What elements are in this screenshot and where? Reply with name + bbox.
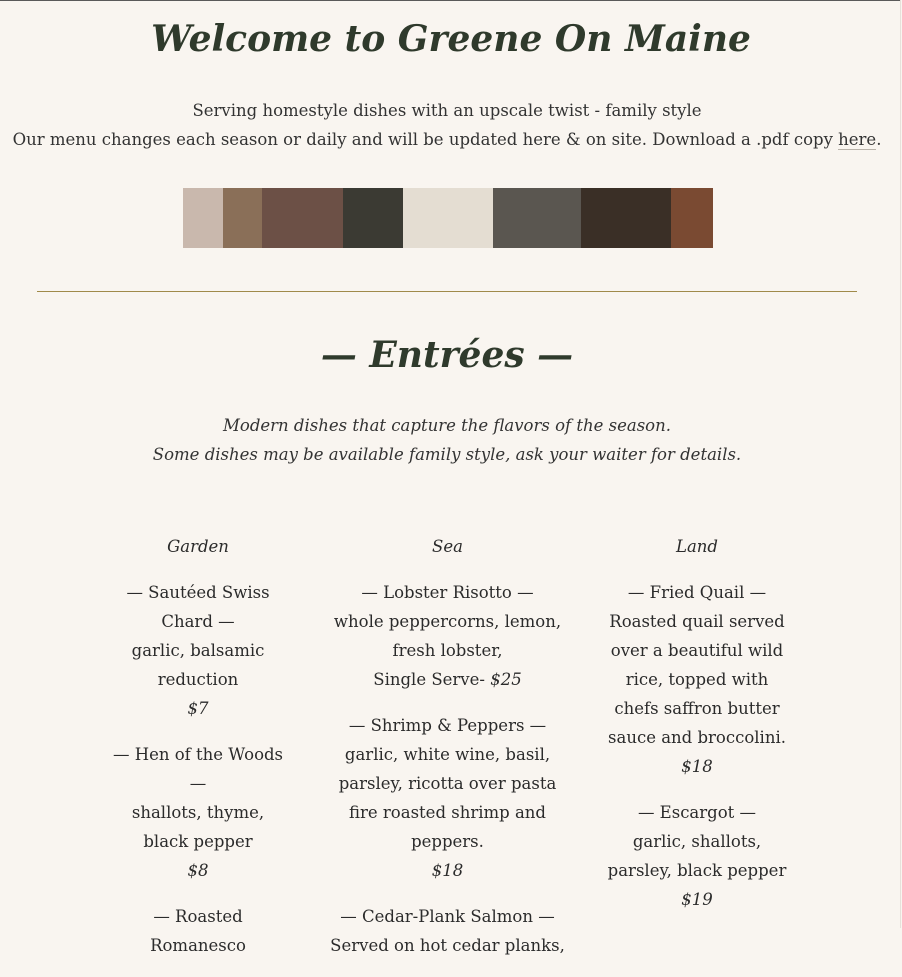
- entrees-subtitle: [0, 411, 894, 469]
- menu-item-price: $19: [681, 890, 713, 909]
- menu-item: [325, 902, 570, 960]
- dessert-plate-photo[interactable]: [183, 188, 223, 248]
- sea-heading: Sea: [432, 537, 463, 556]
- menu-item: [107, 740, 289, 885]
- menu-item-name: — Lobster Risotto —: [361, 583, 534, 602]
- menu-item-price: $18: [431, 861, 464, 880]
- menu-item-serve-line: [325, 665, 570, 694]
- menu-item-name: — Escargot —: [637, 803, 757, 822]
- intro-text: [0, 96, 894, 154]
- menu-item-name: — Roasted Romanesco: [150, 907, 246, 955]
- menu-item-name: — Cedar-Plank Salmon —: [340, 907, 555, 926]
- garden-heading: Garden: [167, 537, 229, 556]
- top-border: [0, 0, 900, 1]
- menu-item-name: — Shrimp & Peppers —: [348, 716, 547, 735]
- roast-meat-photo[interactable]: [671, 188, 713, 248]
- page-title: Welcome to Greene On Maine: [151, 18, 751, 60]
- menu-item: [325, 578, 570, 694]
- menu-item: [107, 902, 289, 960]
- serve-label: Single Serve-: [373, 670, 491, 689]
- menu-item-desc: garlic, white wine, basil, parsley, ricotta over pasta fire roasted shrimp and peppers.: [338, 745, 557, 851]
- risotto-bowl-photo[interactable]: [403, 188, 493, 248]
- menu-item-price: $18: [681, 757, 713, 776]
- entrees-subtitle-line-2: Some dishes may be available family style, ask your waiter for details.: [152, 445, 742, 464]
- waffle-platter-photo[interactable]: [262, 188, 343, 248]
- entrees-heading: — Entrées —: [320, 334, 574, 376]
- garden-column: [107, 532, 289, 977]
- menu-item-desc: whole peppercorns, lemon, fresh lobster,: [333, 612, 562, 660]
- sea-column: [325, 532, 570, 977]
- pdf-download-link[interactable]: here: [838, 130, 877, 149]
- menu-item-desc: garlic, shallots, parsley, black pepper: [607, 832, 787, 880]
- menu-item: [601, 798, 793, 914]
- intro-line-2: [0, 125, 894, 154]
- menu-item-desc: Served on hot cedar planks,: [330, 936, 565, 955]
- menu-item-name: — Fried Quail —: [627, 583, 767, 602]
- food-photo-gallery: [183, 188, 713, 248]
- intro-line-1: Serving homestyle dishes with an upscale twist - family style: [192, 101, 702, 120]
- stew-bowl-photo[interactable]: [493, 188, 581, 248]
- menu-item-desc: Roasted quail served over a beautiful wild rice, topped with chefs saffron butter sauce and broccolini.: [608, 612, 786, 747]
- section-divider: [37, 291, 857, 292]
- menu-item: [107, 578, 289, 723]
- menu-item-price: $8: [187, 861, 209, 880]
- brunch-spread-photo[interactable]: [223, 188, 262, 248]
- intro-line-2-end: .: [876, 130, 882, 149]
- menu-item: [325, 711, 570, 885]
- scroll-edge: [900, 0, 901, 928]
- menu-item: [601, 578, 793, 781]
- menu-item-name: — Hen of the Woods —: [112, 745, 284, 793]
- pasta-plate-photo[interactable]: [343, 188, 403, 248]
- intro-line-2-text: Our menu changes each season or daily and will be updated here & on site. Download a .pdf copy: [12, 130, 839, 149]
- menu-item-price: $7: [187, 699, 209, 718]
- entrees-subtitle-line-1: Modern dishes that capture the flavors of the season.: [223, 416, 671, 435]
- menu-item-desc: shallots, thyme, black pepper: [131, 803, 265, 851]
- menu-item-price: $25: [490, 670, 522, 689]
- land-column: [601, 532, 793, 931]
- flatbread-photo[interactable]: [581, 188, 671, 248]
- menu-item-desc: garlic, balsamic reduction: [131, 641, 265, 689]
- land-heading: Land: [676, 537, 718, 556]
- menu-item-name: — Sautéed Swiss Chard —: [126, 583, 270, 631]
